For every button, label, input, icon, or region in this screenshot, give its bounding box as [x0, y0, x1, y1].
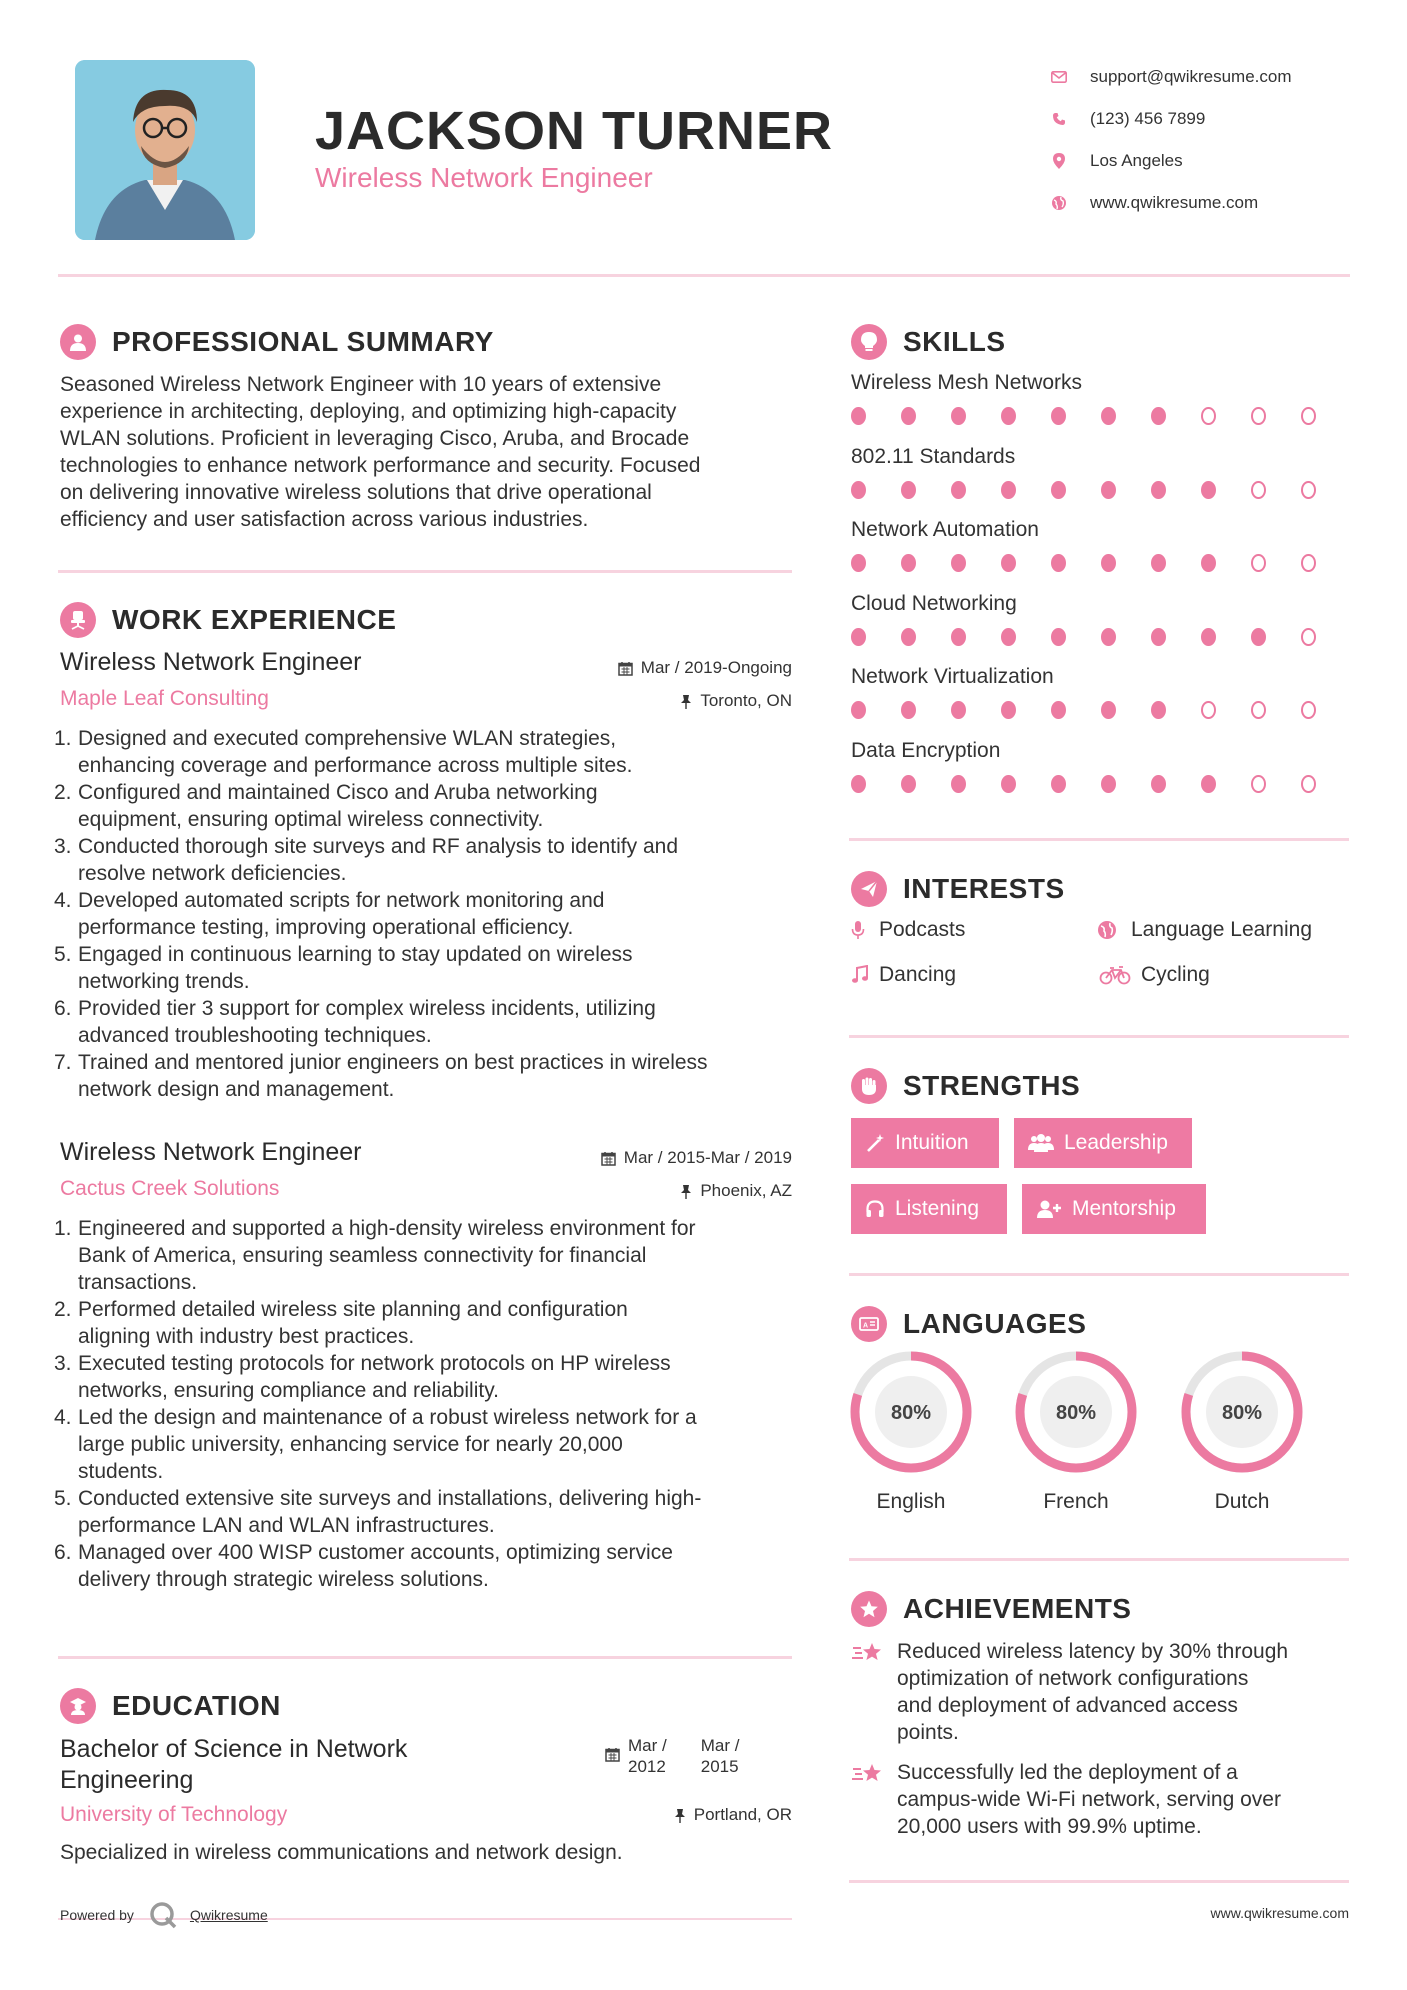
skill-dot-filled — [951, 628, 966, 646]
duty-item: 6. Managed over 400 WISP customer accounts, optimizing service delivery through strategic wireless solutions. — [54, 1541, 673, 1591]
education-heading — [60, 1688, 281, 1724]
work-divider — [58, 1656, 792, 1659]
strengths-title: STRENGTHS — [903, 1070, 1081, 1101]
skill-rating — [851, 481, 1351, 499]
languages-heading — [851, 1306, 1086, 1342]
skill-dot-empty — [1301, 481, 1316, 499]
lightbulb-icon — [851, 324, 887, 360]
shooting-star-icon — [851, 1640, 885, 1746]
fist-icon — [851, 1068, 887, 1104]
skill-dot-filled — [1151, 701, 1166, 719]
job-location — [680, 691, 792, 711]
skill-dot-filled — [1201, 481, 1216, 499]
skill-dot-empty — [1201, 701, 1216, 719]
achievement-text: Successfully led the deployment of a campus-wide Wi-Fi network, serving over 20,000 users with 99.9% uptime. — [897, 1761, 1281, 1838]
interests-title: INTERESTS — [903, 873, 1065, 904]
achievements-heading — [851, 1591, 1131, 1627]
qwikresume-logo-icon — [148, 1900, 178, 1930]
interest-label: Language Learning — [1131, 918, 1313, 941]
skill-name: 802.11 Standards — [851, 445, 1016, 468]
summary-line: experience in architecting, deploying, and optimizing high-capacity — [60, 400, 677, 423]
skill-dot-filled — [1101, 481, 1116, 499]
skill-dot-filled — [1101, 628, 1116, 646]
skill-dot-empty — [1251, 554, 1266, 572]
achievement-item — [851, 1759, 1351, 1840]
skill-dot-filled — [901, 407, 916, 425]
skill-item — [851, 592, 1351, 646]
office-chair-icon — [60, 602, 96, 638]
contact-location — [1050, 140, 1380, 182]
job-title: Wireless Network Engineer — [60, 1138, 362, 1166]
skill-item — [851, 518, 1351, 572]
languages-divider — [849, 1558, 1349, 1561]
skill-dot-filled — [901, 554, 916, 572]
skill-dot-filled — [1151, 554, 1166, 572]
interests-divider — [849, 1035, 1349, 1038]
interest-label: Podcasts — [879, 918, 966, 941]
skill-dot-filled — [951, 407, 966, 425]
contact-email[interactable] — [1050, 56, 1380, 98]
job-dates-text: Mar / 2019-Ongoing — [640, 658, 792, 677]
strength-chip — [1014, 1118, 1192, 1168]
calendar-icon — [601, 1151, 616, 1166]
contact-website-text: www.qwikresume.com — [1090, 193, 1259, 212]
strength-label: Intuition — [895, 1131, 969, 1154]
job-company: Maple Leaf Consulting — [60, 687, 269, 710]
paper-plane-icon — [851, 871, 887, 907]
duty-item: 7. Trained and mentored junior engineers on best practices in wireless network design and management. — [54, 1051, 708, 1101]
language-item — [1014, 1350, 1138, 1514]
skill-dot-filled — [1201, 775, 1216, 793]
degree-line: Engineering — [60, 1766, 194, 1794]
envelope-icon — [1050, 68, 1068, 86]
duty-item: 4. Led the design and maintenance of a robust wireless network for a large public university, enhancing service for nearly 20,000 students. — [54, 1406, 697, 1483]
skill-dot-filled — [951, 775, 966, 793]
duty-list — [54, 1215, 792, 1593]
skill-dot-empty — [1301, 775, 1316, 793]
skill-dot-filled — [1151, 775, 1166, 793]
language-ring — [849, 1350, 973, 1474]
language-name: English — [876, 1490, 946, 1513]
person-portrait-icon — [75, 60, 255, 240]
globe-icon — [1097, 920, 1119, 940]
education-location-text: Portland, OR — [693, 1805, 792, 1824]
star-badge-icon — [851, 1591, 887, 1627]
skill-dot-filled — [1001, 701, 1016, 719]
skill-dot-filled — [901, 628, 916, 646]
skill-dot-filled — [1001, 407, 1016, 425]
skill-dot-filled — [1201, 628, 1216, 646]
user-icon — [60, 324, 96, 360]
powered-by — [60, 1900, 268, 1930]
pushpin-icon — [680, 694, 692, 709]
skills-divider — [849, 838, 1349, 841]
duty-item: 4. Developed automated scripts for network monitoring and performance testing, improving operational efficiency. — [54, 889, 605, 939]
skill-dot-empty — [1301, 628, 1316, 646]
headphones-icon — [865, 1199, 885, 1219]
skill-item — [851, 665, 1351, 719]
id-card-icon — [851, 1306, 887, 1342]
job-location-text: Toronto, ON — [700, 691, 792, 710]
skill-dot-filled — [1001, 481, 1016, 499]
skill-item — [851, 445, 1351, 499]
skill-dot-filled — [851, 701, 866, 719]
skill-dot-filled — [901, 701, 916, 719]
skill-rating — [851, 775, 1351, 793]
duty-item: 6. Provided tier 3 support for complex wireless incidents, utilizing advanced troubleshooting techniques. — [54, 997, 656, 1047]
achievements-title: ACHIEVEMENTS — [903, 1593, 1132, 1624]
duty-item: 3. Conducted thorough site surveys and RF analysis to identify and resolve network deficiencies. — [54, 835, 679, 885]
candidate-name: JACKSON TURNER — [315, 101, 834, 161]
skill-dot-empty — [1201, 407, 1216, 425]
language-percent: 80% — [1221, 1402, 1263, 1424]
skill-name: Network Automation — [851, 518, 1039, 541]
contact-list — [1050, 56, 1380, 224]
skill-dot-filled — [851, 775, 866, 793]
strengths-divider — [849, 1273, 1349, 1276]
footer-url[interactable]: www.qwikresume.com — [1210, 1905, 1349, 1921]
duty-list — [54, 725, 792, 1103]
contact-phone[interactable] — [1050, 98, 1380, 140]
duty-item: 5. Conducted extensive site surveys and installations, delivering high- performance LAN and WLAN infrastructures. — [54, 1487, 702, 1537]
degree-title — [60, 1734, 510, 1796]
calendar-icon — [605, 1747, 620, 1777]
education-dates — [605, 1735, 739, 1777]
skill-name: Wireless Mesh Networks — [851, 371, 1083, 394]
skills-title: SKILLS — [903, 326, 1006, 357]
duty-item: 1. Designed and executed comprehensive WLAN strategies, enhancing coverage and performance across multiple sites. — [54, 727, 633, 777]
skill-dot-empty — [1251, 481, 1266, 499]
music-note-icon — [851, 965, 873, 985]
skill-dot-filled — [851, 407, 866, 425]
job-entry — [54, 648, 792, 1103]
achievement-item — [851, 1638, 1351, 1746]
language-item — [1180, 1350, 1304, 1514]
strength-chip — [1022, 1184, 1206, 1234]
skill-dot-filled — [1051, 628, 1066, 646]
job-dates-text: Mar / 2015-Mar / 2019 — [623, 1148, 792, 1167]
summary-line: efficiency and user satisfaction across various industries. — [60, 508, 589, 531]
job-location — [680, 1181, 792, 1201]
language-ring — [1014, 1350, 1138, 1474]
language-name: French — [1043, 1490, 1109, 1513]
interest-label: Dancing — [879, 963, 957, 986]
skill-dot-empty — [1251, 775, 1266, 793]
globe-icon — [1050, 194, 1068, 212]
achievements-divider — [849, 1880, 1349, 1883]
skill-item — [851, 739, 1351, 793]
job-title: Wireless Network Engineer — [60, 648, 362, 676]
strength-label: Leadership — [1064, 1131, 1168, 1154]
school-name: University of Technology — [60, 1803, 288, 1826]
qwikresume-link[interactable]: Qwikresume — [189, 1907, 268, 1923]
achievement-text: Reduced wireless latency by 30% through optimization of network configurations and deployment of advanced access points. — [897, 1640, 1289, 1744]
skill-dot-filled — [1101, 554, 1116, 572]
skill-dot-empty — [1251, 701, 1266, 719]
pushpin-icon — [680, 1184, 692, 1199]
skills-heading — [851, 324, 1006, 360]
header-divider — [58, 274, 1350, 277]
candidate-role: Wireless Network Engineer — [315, 162, 653, 193]
summary-text — [60, 371, 800, 533]
language-percent: 80% — [890, 1402, 932, 1424]
skill-dot-empty — [1251, 407, 1266, 425]
language-name: Dutch — [1214, 1490, 1270, 1513]
duty-item: 3. Executed testing protocols for network protocols on HP wireless networks, ensuring compliance and reliability. — [54, 1352, 671, 1402]
strength-chip — [851, 1118, 999, 1168]
duty-item: 2. Configured and maintained Cisco and Aruba networking equipment, ensuring optimal wireless connectivity. — [54, 781, 598, 831]
start-date: Mar / 2012 — [628, 1736, 667, 1776]
skill-dot-filled — [1251, 628, 1266, 646]
skill-dot-filled — [1001, 628, 1016, 646]
skill-dot-filled — [1051, 775, 1066, 793]
svg-text:A: A — [863, 1322, 869, 1330]
job-location-text: Phoenix, AZ — [700, 1181, 792, 1200]
skill-dot-empty — [1301, 701, 1316, 719]
job-company: Cactus Creek Solutions — [60, 1177, 280, 1200]
skill-dot-filled — [1101, 407, 1116, 425]
end-date: Mar / 2015 — [700, 1736, 740, 1776]
skill-dot-filled — [1201, 554, 1216, 572]
language-item — [849, 1350, 973, 1514]
skill-dot-filled — [1001, 775, 1016, 793]
skill-name: Network Virtualization — [851, 665, 1054, 688]
job-entry — [54, 1138, 792, 1593]
skill-dot-filled — [1151, 628, 1166, 646]
strength-label: Mentorship — [1072, 1197, 1176, 1220]
work-heading — [60, 602, 396, 638]
skill-rating — [851, 628, 1351, 646]
skill-dot-filled — [1051, 481, 1066, 499]
interest-item — [851, 918, 965, 942]
skill-dot-filled — [851, 628, 866, 646]
education-description: Specialized in wireless communications and network design. — [60, 1841, 623, 1864]
phone-icon — [1050, 110, 1068, 128]
summary-line: on delivering innovative wireless solutions that drive operational — [60, 481, 652, 504]
skill-rating — [851, 701, 1351, 719]
summary-heading — [60, 324, 494, 360]
interest-item — [851, 963, 956, 987]
education-location — [674, 1805, 792, 1825]
skill-dot-empty — [1301, 407, 1316, 425]
education-title: EDUCATION — [112, 1690, 281, 1721]
skill-item — [851, 371, 1351, 425]
summary-line: WLAN solutions. Proficient in leveraging Cisco, Aruba, and Brocade — [60, 427, 690, 450]
skill-name: Cloud Networking — [851, 592, 1017, 615]
users-icon — [1028, 1133, 1054, 1153]
contact-email-text: support@qwikresume.com — [1090, 67, 1292, 86]
skill-dot-filled — [851, 554, 866, 572]
skill-dot-empty — [1301, 554, 1316, 572]
skill-dot-filled — [951, 701, 966, 719]
skill-dot-filled — [1001, 554, 1016, 572]
shooting-star-icon — [851, 1761, 885, 1840]
duty-item: 5. Engaged in continuous learning to stay updated on wireless networking trends. — [54, 943, 633, 993]
skill-dot-filled — [901, 775, 916, 793]
duty-item: 1. Engineered and supported a high-density wireless environment for Bank of America, ensuring seamless connectivity for financial transactions. — [54, 1217, 696, 1294]
skill-dot-filled — [1051, 554, 1066, 572]
pushpin-icon — [674, 1808, 686, 1823]
skill-dot-filled — [951, 481, 966, 499]
powered-by-label: Powered by — [60, 1907, 134, 1923]
interests-heading — [851, 871, 1065, 907]
graduate-icon — [60, 1688, 96, 1724]
skill-dot-filled — [901, 481, 916, 499]
duty-item: 2. Performed detailed wireless site planning and configuration aligning with industry best practices. — [54, 1298, 628, 1348]
degree-line: Bachelor of Science in Network — [60, 1735, 408, 1763]
skill-name: Data Encryption — [851, 739, 1001, 762]
skill-dot-filled — [1101, 701, 1116, 719]
bicycle-icon — [1099, 965, 1131, 985]
strength-label: Listening — [895, 1197, 980, 1220]
work-title: WORK EXPERIENCE — [112, 604, 397, 635]
summary-line: technologies to enhance network performance and security. Focused — [60, 454, 701, 477]
skill-rating — [851, 554, 1351, 572]
skill-dot-filled — [1151, 481, 1166, 499]
strength-chip — [851, 1184, 1007, 1234]
contact-location-text: Los Angeles — [1090, 151, 1183, 170]
summary-divider — [58, 570, 792, 573]
user-plus-icon — [1036, 1199, 1062, 1219]
calendar-icon — [618, 661, 633, 676]
language-percent: 80% — [1055, 1402, 1097, 1424]
job-dates — [601, 1148, 792, 1168]
job-dates — [618, 658, 792, 678]
summary-title: PROFESSIONAL SUMMARY — [112, 326, 494, 357]
microphone-icon — [851, 920, 873, 940]
skill-dot-filled — [1051, 407, 1066, 425]
skill-rating — [851, 407, 1351, 425]
skill-dot-filled — [851, 481, 866, 499]
skill-dot-filled — [1101, 775, 1116, 793]
magic-wand-icon — [865, 1133, 885, 1153]
interest-item — [1097, 918, 1312, 942]
skill-dot-filled — [951, 554, 966, 572]
interest-item — [1099, 963, 1210, 987]
location-pin-icon — [1050, 152, 1068, 170]
contact-website[interactable] — [1050, 182, 1380, 224]
contact-phone-text: (123) 456 7899 — [1090, 109, 1206, 128]
languages-title: LANGUAGES — [903, 1308, 1087, 1339]
language-ring — [1180, 1350, 1304, 1474]
strengths-heading — [851, 1068, 1080, 1104]
interest-label: Cycling — [1141, 963, 1210, 986]
summary-line: Seasoned Wireless Network Engineer with 10 years of extensive — [60, 373, 662, 396]
skill-dot-filled — [1151, 407, 1166, 425]
skill-dot-filled — [1051, 701, 1066, 719]
profile-photo — [75, 60, 255, 240]
